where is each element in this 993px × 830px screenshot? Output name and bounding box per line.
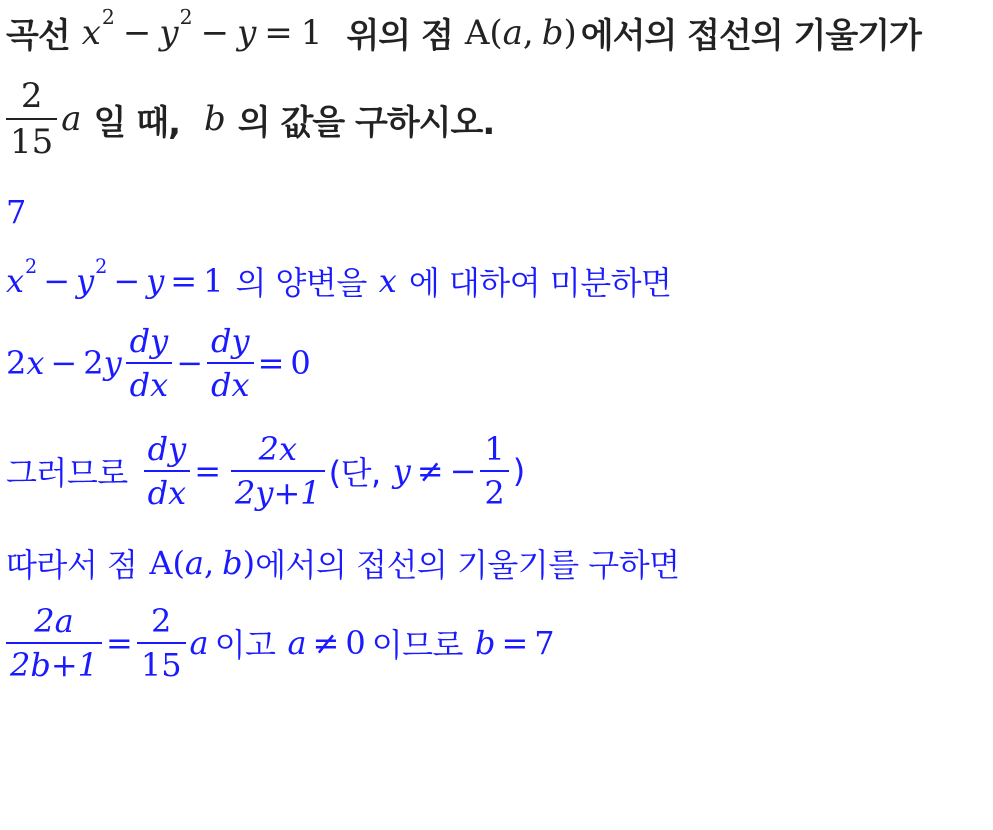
math-y: y xyxy=(146,262,165,300)
fraction-numerator: 2x xyxy=(258,430,298,468)
fraction-denominator: 15 xyxy=(140,646,182,684)
math-equals: = xyxy=(257,344,285,382)
fraction-denominator: 2y+1 xyxy=(235,474,321,512)
fraction-dy-dx xyxy=(144,430,191,512)
problem-line-1 xyxy=(6,5,921,57)
fraction-numerator: 1 xyxy=(484,430,505,468)
math-a: a xyxy=(502,12,523,53)
fraction-2-over-15 xyxy=(6,76,57,162)
math-point-A: A xyxy=(464,12,490,53)
problem-text-prefix: 곡선 xyxy=(6,16,70,56)
solution-step-3 xyxy=(6,430,525,512)
fraction-numerator: dy xyxy=(211,322,250,360)
answer-line xyxy=(6,193,26,231)
math-seven: 7 xyxy=(534,624,555,662)
solution-step-2 xyxy=(6,322,311,404)
problem-text-suffix: 에서의 접선의 기울기가 xyxy=(580,16,921,56)
math-b: b xyxy=(204,99,226,139)
math-equals: = xyxy=(264,12,293,53)
math-b: b xyxy=(541,12,564,53)
answer-value: 7 xyxy=(6,193,27,231)
fraction-2x-over-2y-plus-1 xyxy=(231,430,325,512)
math-y: y xyxy=(103,344,122,382)
math-point-A: A xyxy=(149,544,173,582)
math-a: a xyxy=(61,99,82,139)
fraction-numerator: 2 xyxy=(151,602,172,640)
fraction-numerator: dy xyxy=(129,322,169,360)
math-not-equal: ≠ xyxy=(312,624,340,662)
math-y: y xyxy=(237,12,257,53)
math-equals: = xyxy=(501,624,529,662)
math-exponent: 2 xyxy=(25,255,38,279)
math-minus: − xyxy=(50,344,78,382)
math-minus: − xyxy=(200,12,230,53)
math-x: x xyxy=(81,12,101,53)
math-not-equal: ≠ xyxy=(416,452,444,490)
math-minus: − xyxy=(43,262,71,300)
math-exponent: 2 xyxy=(101,5,115,30)
math-one: 1 xyxy=(300,12,323,53)
solution-condition-close: ) xyxy=(512,452,525,490)
math-a: a xyxy=(287,624,307,662)
solution-text: 에 대하여 미분하면 xyxy=(408,264,672,302)
math-x: x xyxy=(378,262,397,300)
solution-step-4 xyxy=(6,540,680,586)
fraction-2-over-15 xyxy=(137,602,186,684)
math-coefficient: 2 xyxy=(83,344,104,382)
solution-text: 의 양변을 xyxy=(235,264,367,302)
solution-text: 따라서 점 xyxy=(6,546,138,584)
fraction-denominator: dx xyxy=(211,366,250,404)
fraction-dy-dx xyxy=(126,322,173,404)
fraction-denominator: dx xyxy=(147,474,187,512)
math-equals: = xyxy=(106,624,133,662)
solution-text: 그러므로 xyxy=(6,454,128,492)
problem-text-when: 일 때, xyxy=(93,102,180,143)
fraction-1-over-2 xyxy=(480,430,508,512)
math-comma: , xyxy=(522,12,534,53)
math-paren-close: ) xyxy=(563,12,577,53)
math-paren-open: ( xyxy=(489,12,503,53)
solution-text: 이고 xyxy=(214,626,276,664)
math-x: x xyxy=(26,344,45,382)
math-paren-open: ( xyxy=(172,544,185,582)
fraction-denominator: 15 xyxy=(10,122,54,162)
math-minus: − xyxy=(122,12,152,53)
math-exponent: 2 xyxy=(179,5,193,30)
solution-condition-open: (단, xyxy=(328,454,381,492)
fraction-denominator: 2b+1 xyxy=(10,646,99,684)
fraction-denominator: dx xyxy=(129,366,169,404)
math-paren-close: ) xyxy=(242,544,256,582)
fraction-dy-dx xyxy=(207,322,254,404)
math-b: b xyxy=(474,624,496,662)
math-a: a xyxy=(184,544,204,582)
math-y: y xyxy=(76,262,95,300)
fraction-numerator: 2 xyxy=(20,76,43,116)
math-zero: 0 xyxy=(345,624,366,662)
math-exponent: 2 xyxy=(95,255,108,279)
math-y: y xyxy=(392,452,411,490)
problem-line-2 xyxy=(6,76,494,162)
fraction-numerator: 2a xyxy=(34,602,74,640)
math-equals: = xyxy=(194,452,222,490)
fraction-denominator: 2 xyxy=(484,474,505,512)
problem-text-point: 위의 점 xyxy=(346,16,453,56)
problem-text-find: 의 값을 구하시오. xyxy=(237,102,495,143)
math-y: y xyxy=(159,12,179,53)
fraction-numerator: dy xyxy=(147,430,187,468)
math-a: a xyxy=(189,624,209,662)
solution-text: 에서의 접선의 기울기를 구하면 xyxy=(255,546,680,584)
math-coefficient: 2 xyxy=(6,344,27,382)
math-one: 1 xyxy=(203,262,224,300)
fraction-2a-over-2b-plus-1 xyxy=(6,602,102,684)
math-zero: 0 xyxy=(290,344,311,382)
math-x: x xyxy=(6,262,25,300)
math-minus: − xyxy=(113,262,141,300)
math-equals: = xyxy=(170,262,198,300)
math-b: b xyxy=(222,544,243,582)
solution-text: 이므로 xyxy=(371,626,463,664)
solution-step-1 xyxy=(6,255,672,304)
math-minus: − xyxy=(176,344,204,382)
math-minus: − xyxy=(449,452,477,490)
math-comma: , xyxy=(204,544,215,582)
solution-step-5 xyxy=(6,602,555,684)
